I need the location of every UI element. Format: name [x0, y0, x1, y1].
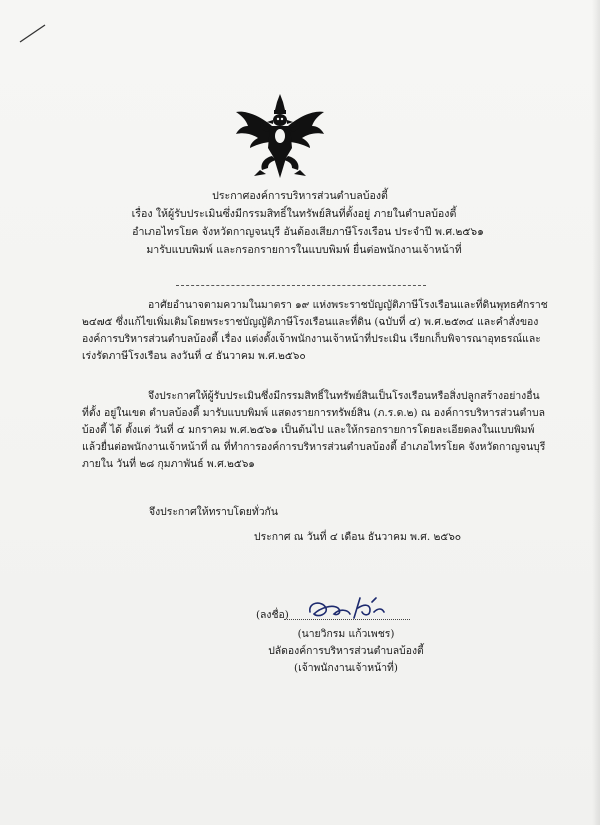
paragraph-line: บ้องตี้ ได้ ตั้งแต่ วันที่ ๔ มกราคม พ.ศ.๒๕๖๑ เป็นต้นไป และให้กรอกรายการโดยละเอียดลงในแบบพิมพ์: [82, 424, 535, 436]
header-title: ประกาศองค์การบริหารส่วนตำบลบ้องตี้: [212, 190, 388, 202]
announcement-closing: จึงประกาศให้ทราบโดยทั่วกัน: [149, 506, 278, 518]
announcement-date: ประกาศ ณ วันที่ ๔ เดือน ธันวาคม พ.ศ. ๒๕๖๐: [254, 531, 462, 543]
document-header: [0, 188, 600, 206]
signer-name: (นายวิกรม แก้วเพชร): [297, 628, 395, 640]
paragraph-authority: [82, 297, 548, 365]
header-subject-2: [8, 224, 600, 242]
signer-role: (เจ้าพนักงานเจ้าหน้าที่): [294, 662, 398, 674]
paragraph-line: อาศัยอำนาจตามความในมาตรา ๑๙ แห่งพระราชบัญญัติภาษีโรงเรือนและที่ดินพุทธศักราช: [148, 299, 548, 311]
signer-position: ปลัดองค์การบริหารส่วนตำบลบ้องตี้: [268, 645, 424, 657]
paragraph-line: ภายใน วันที่ ๒๘ กุมภาพันธ์ พ.ศ.๒๕๖๑: [82, 458, 255, 470]
paragraph-line: แล้วยื่นต่อพนักงานเจ้าหน้าที่ ณ ที่ทำการองค์การบริหารส่วนตำบลบ้องตี้ อำเภอไทรโยค จังหวัดกาญจนบุรี: [82, 441, 546, 453]
header-subject-line-1: เรื่อง ให้ผู้รับประเมินซึ่งมีกรรมสิทธิ์ในทรัพย์สินที่ตั้งอยู่ ภายในตำบลบ้องตี้: [131, 208, 457, 220]
header-subject-line-2: อำเภอไทรโยค จังหวัดกาญจนบุรี อันต้องเสียภาษีโรงเรือน ประจำปี พ.ศ.๒๕๖๑: [132, 226, 484, 238]
pen-mark-icon: [18, 22, 48, 44]
paragraph-line: องค์การบริหารส่วนตำบลบ้องตี้ เรื่อง แต่งตั้งเจ้าพนักงานเจ้าหน้าที่ประเมิน เรียกเก็บพิจารณาอุทธรณ์และ: [82, 333, 541, 345]
handwritten-signature-icon: [304, 594, 388, 624]
header-subject-3: [4, 242, 600, 260]
signature-label: (ลงชื่อ): [256, 609, 289, 621]
paragraph-line: เร่งรัดภาษีโรงเรือน ลงวันที่ ๔ ธันวาคม พ.ศ.๒๕๖๐: [82, 350, 306, 362]
header-divider: [176, 285, 426, 286]
paragraph-line: ๒๔๗๕ ซึ่งแก้ไขเพิ่มเติมโดยพระราชบัญญัติภาษีโรงเรือนและที่ดิน (ฉบับที่ ๔) พ.ศ.๒๕๓๔ และคำสั่งของ: [82, 316, 539, 328]
header-subject-line-3: มารับแบบพิมพ์ และกรอกรายการในแบบพิมพ์ ยื่นต่อพนักงานเจ้าหน้าที่: [146, 244, 462, 256]
paragraph-line: ที่ตั้ง อยู่ในเขต ตำบลบ้องตี้ มารับแบบพิมพ์ แสดงรายการทรัพย์สิน (ภ.ร.ด.๒) ณ องค์การบริหารส่วนตำบล: [82, 407, 546, 419]
page-edge-shadow: [592, 0, 600, 825]
garuda-emblem-icon: [232, 92, 328, 180]
paragraph-line: จึงประกาศให้ผู้รับประเมินซึ่งมีกรรมสิทธิ์ในทรัพย์สินเป็นโรงเรือนหรือสิ่งปลูกสร้างอย่างอื่น: [148, 390, 540, 402]
paragraph-instruction: [82, 388, 546, 473]
header-subject: [0, 206, 594, 224]
